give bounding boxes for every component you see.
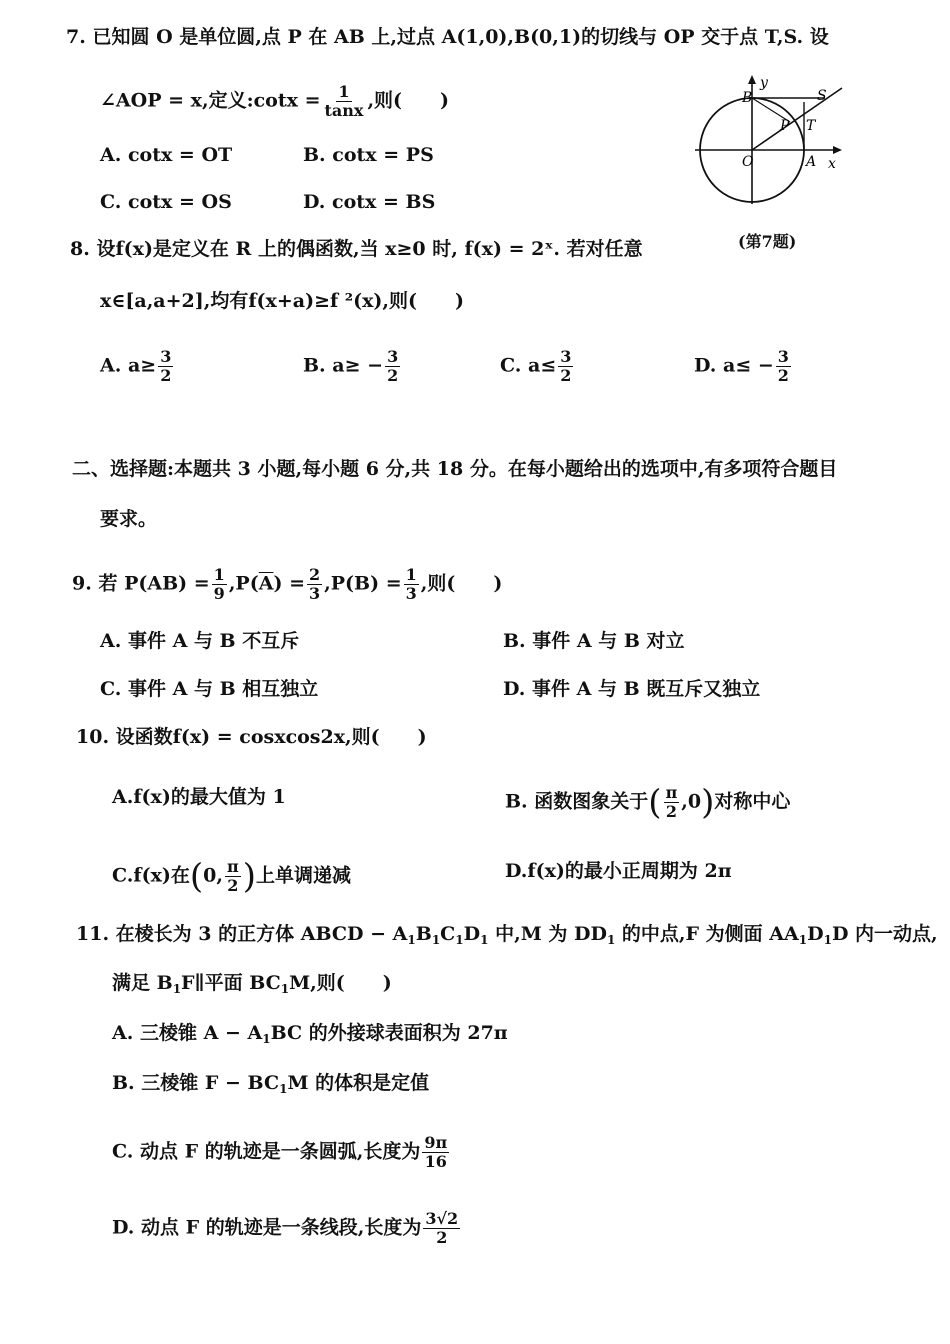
q9-part4: ,P(B) = [324, 572, 402, 595]
q8-option-a [100, 348, 175, 385]
q9-f3-num: 1 [405, 565, 417, 584]
q11-d-frac [423, 1210, 460, 1247]
q9-f2-num: 2 [309, 565, 321, 584]
q11-option-a [112, 1020, 508, 1052]
q9-f1-num: 1 [213, 565, 225, 584]
q9-f2-den: 3 [309, 584, 321, 603]
q11-a-part1: A. 三棱锥 A − A [112, 1022, 263, 1044]
q11-option-c [112, 1134, 451, 1171]
q10-b-num: π [665, 783, 678, 802]
q10-stem: 10. 设函数f(x) = cosxcos2x,则( ) [76, 726, 427, 748]
q11-c-den: 16 [424, 1152, 447, 1171]
fig7-label-a: A [806, 154, 817, 170]
q8-a-num: 3 [160, 347, 172, 366]
q11-c-frac [422, 1134, 449, 1171]
q8-option-a-label: A. a≥ [100, 354, 157, 377]
q8-option-c-label: C. a≤ [500, 354, 557, 377]
q9-frac1 [212, 566, 227, 603]
section2-heading-line2: 要求。 [100, 508, 158, 530]
section2-heading-line1: 二、选择题:本题共 3 小题,每小题 6 分,共 18 分。在每小题给出的选项中,有多项符合题目 [72, 458, 838, 480]
q11-sub-d1b: 1 [823, 933, 832, 947]
q8-option-d-label: D. a≤ − [694, 354, 774, 377]
q10-c-prefix: C.f(x)在 [112, 864, 190, 887]
q8-c-den: 2 [560, 366, 572, 385]
q7-option-d: D. cotx = BS [303, 191, 436, 213]
q9-a-complement: $\overline{A}$ [258, 572, 274, 595]
q11-a-part2: BC 的外接球表面积为 27π [270, 1022, 508, 1044]
q10-option-c: C.f(x)在(0, $\frac{\pi}{2}$ )上单调递减 [112, 856, 351, 897]
q11-option-d [112, 1210, 462, 1247]
q11-d-prefix: D. 动点 F 的轨迹是一条线段,长度为 [112, 1216, 422, 1239]
q8-stem-line2: x∈[a,a+2],均有f(x+a)≥f ²(x),则( ) [100, 290, 465, 312]
q8-d-den: 2 [777, 366, 789, 385]
q10-b-after: ,0 [681, 790, 702, 813]
q8-a-den: 2 [160, 366, 172, 385]
q11-sub-c1: 1 [455, 933, 464, 947]
q7-frac-den: tanx [324, 101, 364, 120]
q9-part5: ,则( ) [420, 572, 503, 595]
q8-stem-line1: 8. 设f(x)是定义在 R 上的偶函数,当 x≥0 时, f(x) = 2ˣ. 若对任意 [70, 238, 643, 260]
fig7-label-t: T [806, 118, 816, 134]
q11-l1-c: C [440, 923, 456, 945]
q10-option-b: B. 函数图象关于( $\frac{\pi}{2}$ ,0)对称中心 [505, 782, 791, 823]
q7-figure-caption: (第7题) [738, 232, 797, 251]
q9-option-c: C. 事件 A 与 B 相互独立 [100, 678, 319, 700]
q11-sub-dd1: 1 [606, 933, 616, 947]
q11-option-b [112, 1070, 429, 1102]
q10-b-den: 2 [665, 802, 677, 821]
q8-c-num: 3 [560, 347, 572, 366]
q9-option-b: B. 事件 A 与 B 对立 [503, 630, 685, 652]
fig7-label-b: B [742, 90, 753, 106]
q9-part1: 9. 若 P(AB) = [72, 572, 210, 595]
q11-sub-a1: 1 [407, 933, 416, 947]
fig7-label-s: S [817, 88, 827, 104]
q7-definition-fraction [323, 83, 366, 120]
q9-f1-den: 9 [213, 584, 225, 603]
q11-l1-a: 11. 在棱长为 3 的正方体 ABCD − A [76, 923, 408, 945]
fig7-label-p: P [780, 118, 790, 134]
q10-c-frac [225, 858, 241, 895]
q11-b-sub: 1 [279, 1082, 288, 1096]
q11-l1-f: 的中点,F 为侧面 AA [615, 923, 799, 945]
q8-option-b [303, 348, 402, 385]
q10-b-frac [664, 784, 680, 821]
q11-sub-c1m: 1 [280, 982, 290, 996]
q9-stem [72, 566, 502, 603]
q11-l2-a: 满足 B [112, 972, 173, 994]
q10-c-suffix: 上单调递减 [255, 864, 351, 887]
q9-f3-den: 3 [405, 584, 417, 603]
q10-c-before: 0, [203, 864, 223, 887]
q8-b-num: 3 [387, 347, 399, 366]
q7-definition-suffix: ,则( ) [367, 89, 450, 112]
q11-a-sub: 1 [262, 1032, 271, 1046]
q10-b-suffix: 对称中心 [714, 790, 791, 813]
fig7-label-y: y [760, 75, 768, 91]
q11-c-prefix: C. 动点 F 的轨迹是一条圆弧,长度为 [112, 1140, 421, 1163]
q11-sub-b1f: 1 [172, 982, 182, 996]
q8-option-d-frac [776, 348, 791, 385]
q11-stem-line1 [76, 921, 938, 953]
q11-sub-b1: 1 [431, 933, 441, 947]
q11-l1-e: 中,M 为 DD [488, 923, 607, 945]
q10-c-den: 2 [227, 876, 239, 895]
q8-option-a-frac [158, 348, 173, 385]
q7-frac-num: 1 [338, 82, 350, 101]
q7-option-a: A. cotx = OT [100, 144, 233, 166]
q9-frac3 [404, 566, 419, 603]
q8-option-d [694, 348, 793, 385]
q8-option-b-label: B. a≥ − [303, 354, 384, 377]
q11-l1-d: D [463, 923, 481, 945]
q9-part3: ) = [273, 572, 305, 595]
q8-option-c [500, 348, 575, 385]
q7-stem-line1: 7. 已知圆 O 是单位圆,点 P 在 AB 上,过点 A(1,0),B(0,1)的切线与 OP 交于点 T,S. 设 [66, 26, 829, 48]
q11-stem-line2 [112, 970, 392, 1002]
q10-option-d: D.f(x)的最小正周期为 2π [505, 860, 732, 882]
q8-option-b-frac [385, 348, 400, 385]
fig7-label-x: x [828, 156, 836, 172]
q7-stem-line2 [100, 83, 449, 120]
q11-d-den: 2 [436, 1228, 448, 1247]
q11-d-num: 3√2 [425, 1209, 459, 1228]
q7-option-b: B. cotx = PS [303, 144, 434, 166]
q11-l1-h: D 内一动点, [831, 923, 938, 945]
q11-l1-b: B [415, 923, 432, 945]
q9-part2: ,P( [228, 572, 259, 595]
fig7-label-o: O [742, 154, 754, 170]
q11-b-part2: M 的体积是定值 [287, 1072, 430, 1094]
q8-b-den: 2 [387, 366, 399, 385]
q11-b-part1: B. 三棱锥 F − BC [112, 1072, 280, 1094]
q9-option-a: A. 事件 A 与 B 不互斥 [100, 630, 300, 652]
q7-option-c: C. cotx = OS [100, 191, 232, 213]
q11-l2-b: F∥平面 BC [181, 972, 281, 994]
q11-l1-g: D [807, 923, 824, 945]
q9-option-d: D. 事件 A 与 B 既互斥又独立 [503, 678, 761, 700]
q10-c-num: π [227, 857, 239, 876]
q11-c-num: 9π [424, 1133, 448, 1152]
q11-l2-c: M,则( ) [289, 972, 392, 994]
q10-b-prefix: B. 函数图象关于 [505, 790, 649, 813]
q8-d-num: 3 [777, 347, 789, 366]
q11-sub-aa1: 1 [798, 933, 808, 947]
q10-option-a: A.f(x)的最大值为 1 [112, 786, 286, 808]
q8-option-c-frac [558, 348, 573, 385]
q7-figure [690, 72, 850, 207]
q7-definition-prefix: ∠AOP = x,定义:cotx = [100, 89, 321, 112]
q11-sub-d1: 1 [480, 933, 489, 947]
q9-frac2 [307, 566, 322, 603]
